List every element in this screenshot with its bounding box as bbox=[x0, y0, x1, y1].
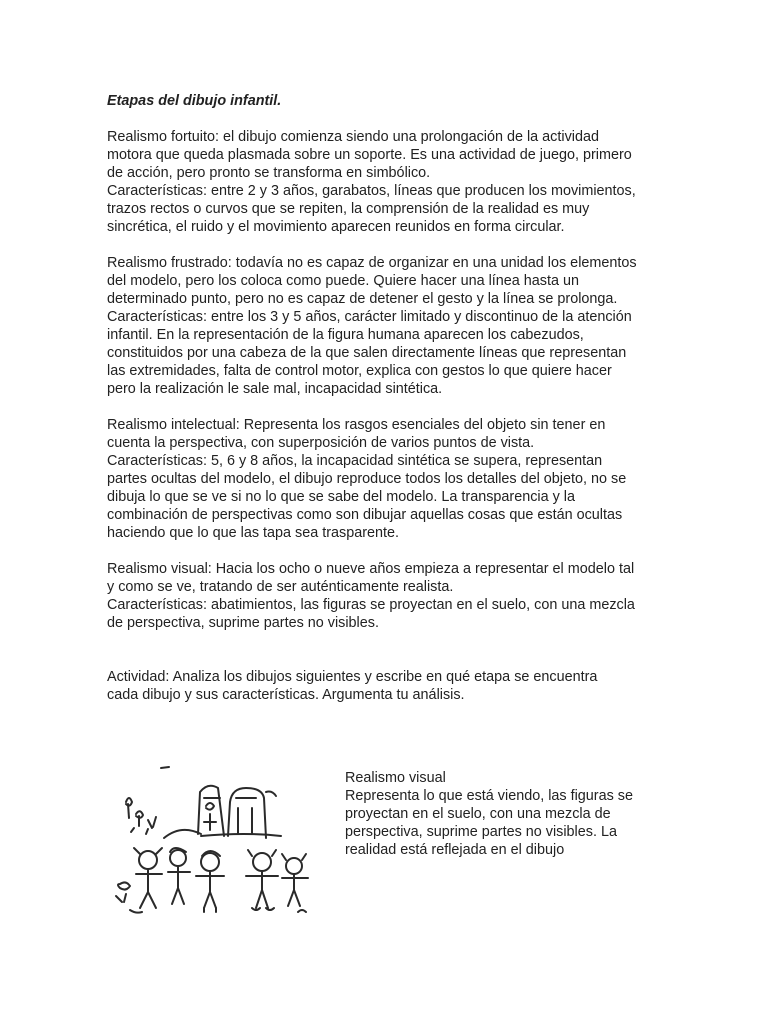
child-drawing-image bbox=[106, 762, 326, 914]
paragraph-realismo-intelectual: Realismo intelectual: Representa los rasgos esenciales del objeto sin tener en cuenta la perspectiva, con superposición de varios puntos de vista. Características: 5, 6 y 8 años, la incapacidad sintética se supera, representan partes ocultas del modelo, el dibujo reproduce todos los detalles del objeto, no se dibuja lo que se ve si no lo que se sabe del modelo. La transparencia y la combinación de perspectivas como son dibujar aquellas cosas que están ocultas haciendo que lo que las tapa sea trasparente. bbox=[107, 417, 627, 541]
paragraph-realismo-visual: Realismo visual: Hacia los ocho o nueve años empieza a representar el modelo tal y como se ve, tratando de ser auténticamente realista. Características: abatimientos, las figuras se proyectan en el suelo, con una mezcla de perspectiva, suprime partes no visibles. bbox=[107, 561, 635, 631]
drawing-caption: Realismo visual Representa lo que está viendo, las figuras se proyectan en el suelo, con una mezcla de perspectiva, suprime partes no visibles. La realidad está reflejada en el dibujo bbox=[345, 770, 633, 858]
paragraph-realismo-frustrado: Realismo frustrado: todavía no es capaz de organizar en una unidad los elementos del modelo, pero los coloca como puede. Quiere hacer una línea hasta un determinado punto, pero no es capaz de detener el gesto y la línea se prolonga. Características: entre los 3 y 5 años, carácter limitado y discontinuo de la atención infantil. En la representación de la figura humana aparecen los cabezudos, constituidos por una cabeza de la que salen directamente líneas que representan las extremidades, falta de control motor, explica con gestos lo que quiere hacer pero la realización le sale mal, incapacidad sintética. bbox=[107, 255, 637, 397]
paragraph-realismo-fortuito: Realismo fortuito: el dibujo comienza siendo una prolongación de la actividad motora que queda plasmada sobre un soporte. Es una actividad de juego, primero de acción, pero pronto se transforma en simbólico. Características: entre 2 y 3 años, garabatos, líneas que producen los movimientos, trazos rectos o curvos que se repiten, la comprensión de la realidad es muy sincrética, el ruido y el movimiento aparecen reunidos en forma circular. bbox=[107, 129, 636, 235]
document-title: Etapas del dibujo infantil. bbox=[107, 93, 282, 109]
document-body bbox=[107, 92, 677, 722]
activity-instructions: Actividad: Analiza los dibujos siguientes y escribe en qué etapa se encuentra cada dibujo y sus características. Argumenta tu análisis. bbox=[107, 669, 598, 703]
